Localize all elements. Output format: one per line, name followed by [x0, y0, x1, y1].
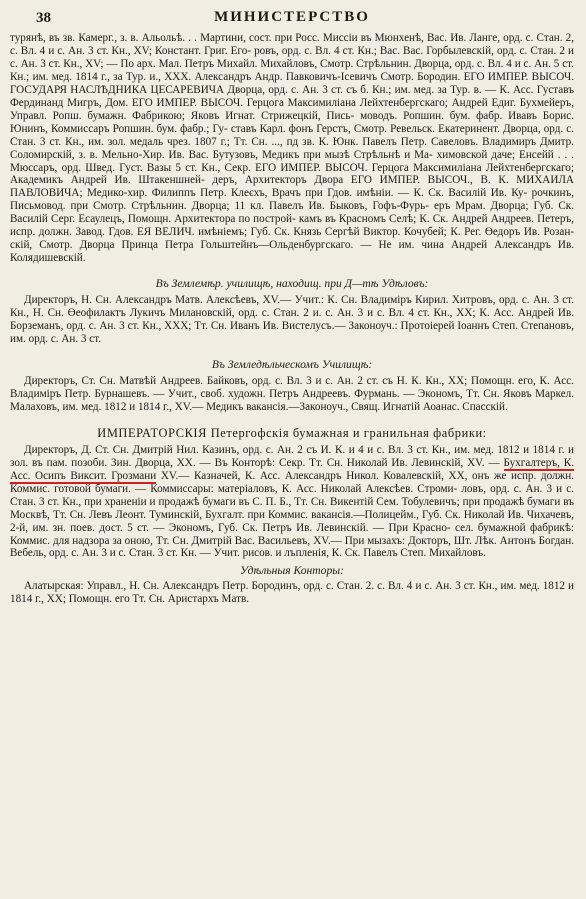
section-heading: Въ Землемѣр. училищѣ, находищ. при Д—тѣ Удѣловъ:: [155, 277, 429, 291]
text-paragraph: Алатырская: Управл., Н. Сн. Александръ Петр. Бородинъ, орд. с. Стан. 2. с. Вл. 4 и с. Ан. 3 ст. Кн., им. мед. 1812 и 1814 г., XX; Помощн. его Тт. Сн. Аристархъ Матв.: [10, 580, 575, 606]
text-paragraph: турянѣ, въ зв. Камерг., з. в. Альольѣ. . . Мартини, сост. при Росс. Миссіи въ Мюнхенѣ, Вас. Ив. Ланге, орд. с. Стан. 2, с. Вл. 4 и с. Ан. 3 ст. Кн., XV; Констант. Григ. Его- ровъ, орд. с. Вл. 4 ст. Кн.; Вас. Вас. Горбылевскій, орд. с. Стан. 2 и с. Ан. 3 ст. Кн., XV; — По арх. Мал. Петръ Михайл. Михайловъ, Смотр. Стрѣльнин. Дворца, орд. с. Вл. 4 и с. Ан. 5 ст. Кн.; им. мед. 1814 г., за Тур. и., XXX. Александръ Андр. Павковичъ-Ісевичъ Смотр. Бородин. ЕГО ИМПЕР. ВЫСОЧ. ГОСУДАРЯ НАСЛѢДНИКА ЦЕСАРЕВИЧА Дворца, орд. с. Ан. 3 ст. съ б. Кн.; им. мед. за Тур. в. — К. Асс. Густавъ Фердинанд Мигръ, Дом. ЕГО ИМПЕР. ВЫСОЧ. Герцога Максимиліана Лейхтенбергскаго; Андрей Едиг. Бухмейеръ, Управл. Ропш. бумажн. Фабрикою; Яковъ Игнат. Стрижецкій, Пись- моводъ. Ропшин. бум. фабр. Ивавъ Борис. Юнинъ, Коммиссаръ Ропшин. бум. фабр.; Гу- ставъ Карл. фонъ Герстъ, Смотр. Ревельск. Екатеринент. Дворца, орд. с. Стан. 3 ст. Кн., им. зол. медаль чрез. 1807 г.; Тт. Сн. ..., пд зв. К. Юнк. Павелъ Петр. Савеловъ. Владимиръ Дмитр. Соломирскій, з. в. Мельно-Хир. Ив. Вас. Бутузовъ, Медикъ при мызѣ Стрѣльнѣ и Ма- химовской даче; Енсейй . . . Мюссаръ, орд. Швед. Густ. Вазы 5 ст. Кн., Секр. ЕГО ИМПЕР. ВЫСОЧ. Герцога Максимиліана Лейхтенбергскаго; Академикъ Андрей Ив. Штакеншней- деръ, Архитекторъ Двора ЕГО ИМПЕР. ВЫСОЧ., В. К. МИХАИЛА ПАВЛОВИЧА; Медико-хир. Филиппъ Петр. Клеєхъ, Врачъ при Гдов. имѣніи. — К. Ск. Василій Ив. Ку- рочкинъ, Письмовод. при Смотр. Стрѣльнин. Дворца; 11 кл. Павелъ Ив. Быковъ, Гофъ-Фурь- еръ Мрам. Дворца; Губ. Ск. Василій Серг. Есаулецъ, Помощн. Архитектора по построй- камъ въ Красномъ Селѣ; К. Ск. Андрей Андреев. Петеръ, испр. должн. Завод. Гдов. ЕЯ ВЕЛИЧ. имѣніемъ; Губ. Ск. Князь Сергѣй Виктор. Кочубей; К. Рег. Өедоръ Ив. Розан- скій, Смотр. Дворца Принца Петра Гольштейнъ—Ольденбургскаго. — Не им. чина Андрей Александръ Ив. Колядишевскій.: [10, 32, 575, 265]
red-underline-mark: Бухгалтеръ, К. Асс. Осипъ Виксит. Грозмани: [10, 456, 574, 482]
text-paragraph: Директоръ, Д. Ст. Сн. Дмитрій Нил. Казинъ, орд. с. Ан. 2 съ И. К. и 4 и с. Вл. 3 ст. Кн., им. мед. 1812 и 1814 г. и зол. въ пам. позоби. Зин. Дворца, XX. — Въ Конторѣ: Секр. Тт. Сн. Николай Ив. Левинскій, XV. — Бухгалтеръ, К. Асс. Осипъ Виксит. Грозмани XV.— Казначей, К. Асс. Александръ Никол. Ковалевскій, XX, онъ же испр. должн. Коммис. готовой бумаги. — Коммиссары: матеріаловъ, К. Асс. Николай Алексѣев. Строми- ловъ, орд. с. Ан. 3 и с. Стан. 3 ст. Кн., при храненіи и продажѣ бумаги въ С. П. Б., Тт. Сн. Викентій Сем. Тобулевичъ; при продажѣ бумаги въ Москвѣ, Тт. Сн. Левъ Леонт. Туминскій, Бухгалт. при Коммис. вакансія.—Полицейм., Губ. Ск. Николай Ив. Чихачевъ, 2-й, им. зн. поев. дост. 5 ст. — Экономъ, Губ. Ск. Петръ Ив. Левинскій. — При Красно- сел. бумажной фабрикѣ: Коммис. для надзора за оною, Тт. Сн. Дмитрій Вас. Васильевъ, XV.— При мызахъ: Докторъ, Шт. Лѣк. Антонъ Богдан. Вебель, орд. с. Ан. 3 и с. Стан. 3 ст. Кн. — Учит. рисов. и лъпленія, К. Ск. Павелъ Степ. Михайловъ.: [10, 443, 575, 560]
section-heading: Удѣльныя Конторы:: [240, 564, 344, 578]
running-title: МИНИСТЕРСТВО: [214, 9, 370, 25]
text-paragraph: Директоръ, Н. Сн. Александръ Матв. Алексѣевъ, XV.— Учит.: К. Сн. Владиміръ Кирил. Хитровъ, орд. с. Ан. 3 ст. Кн., Н. Сн. Өеофилактъ Лукичъ Милановскій, орд. с. Стан. 2 и. с. Ан. 3 и с. Вл. 4 ст. Кн., XX; К. Асс. Андрей Ив. Борземанъ, орд. с. Ан. 3 ст. Кн., XXX; Тт. Сн. Иванъ Ив. Вистелусъ.— Законоуч.: Протоіерей Іоаннъ Степ. Степановъ, им. орд. с. Ан. 3 ст.: [10, 294, 574, 346]
document-body: [10, 32, 574, 606]
section-heading: Въ Земледѣльческомъ Училищѣ:: [211, 357, 373, 371]
section-heading: ИМПЕРАТОРСКІЯ Петергофскія бумажная и гранильная фабрики:: [97, 425, 487, 440]
page-header: [10, 8, 574, 32]
text-paragraph: Директоръ, Ст. Сн. Матвѣй Андреев. Байковъ, орд. с. Вл. 3 и с. Ан. 2 ст. съ Н. К. Кн., XX; Помощн. его, К. Асс. Владиміръ Петр. Бурнашевъ. — Учит., своб. художн. Петръ Андреевъ. Фурмань. — Экономъ, Тт. Сн. Яковъ Маркел. Малаховъ, им. мед. 1812 и 1814 г., XV.— Медикъ вакансія.—Законоуч., Свящ. Игнатій Аоанас. Спасскій.: [10, 374, 574, 413]
page-number: 38: [36, 10, 51, 26]
